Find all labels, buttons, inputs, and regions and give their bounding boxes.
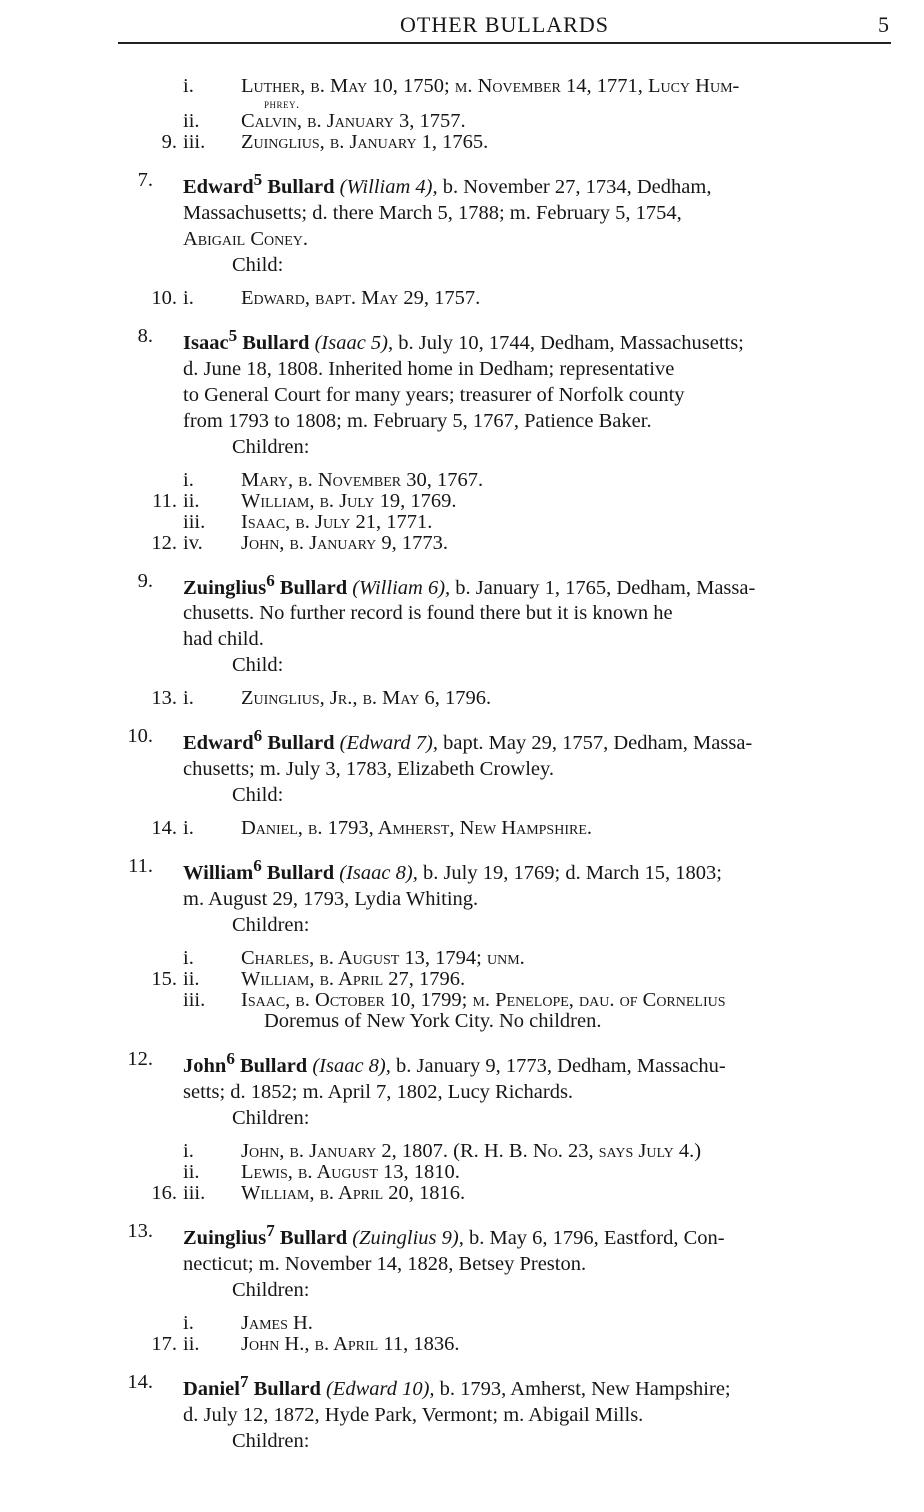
person-entry: 8. Isaac$^5$ Bullard (Isaac 5), b. July 10, 1744, Dedham, Massachusetts; d. June 18, 1808. Inherited home in Dedham; representative to General Court for many years; treasurer of Norfolk county from 1793 to 1808; m. February 5, 1767, Patience Baker. bbox=[183, 323, 889, 434]
entry-number: 14. bbox=[127, 1370, 153, 1393]
person-entry: 14. Daniel$^7$ Bullard (Edward 10), b. 1793, Amherst, New Hampshire; d. July 12, 1872, Hyde Park, Vermont; m. Abigail Mills. bbox=[183, 1369, 889, 1428]
child-entry: ii. Lewis, b. August 13, 1810. bbox=[183, 1160, 460, 1183]
child-entry-continuation: Doremus of New York City. No children. bbox=[264, 1010, 602, 1033]
entry-number: 12. bbox=[127, 1048, 153, 1071]
person-entry: 7. Edward$^5$ Bullard (William 4), b. November 27, 1734, Dedham, Massachusetts; d. there March 5, 1788; m. February 5, 1754, Abigail Coney. bbox=[183, 167, 889, 252]
person-entry: 9. Zuinglius$^6$ Bullard (William 6), b. January 1, 1765, Dedham, Massa- chusetts. No further record is found there but it is known he had child. bbox=[183, 568, 889, 653]
person-entry: 11. William$^6$ Bullard (Isaac 8), b. July 19, 1769; d. March 15, 1803; m. August 29, 1793, Lydia Whiting. bbox=[183, 853, 889, 912]
child-entry: ii. Calvin, b. January 3, 1757. bbox=[183, 110, 466, 132]
page-title: OTHER BULLARDS bbox=[400, 12, 609, 37]
children-label: Child: bbox=[232, 654, 284, 677]
children-label: Children: bbox=[232, 914, 310, 937]
child-entry: 12. iv. John, b. January 9, 1773. bbox=[151, 531, 448, 554]
person-entry: 13. Zuinglius$^7$ Bullard (Zuinglius 9), b. May 6, 1796, Eastford, Con- necticut; m. November 14, 1828, Betsey Preston. bbox=[183, 1218, 889, 1277]
child-entry: i. John, b. January 2, 1807. (R. H. B. No. 23, says July 4.) bbox=[183, 1139, 702, 1162]
children-label: Children: bbox=[232, 1429, 310, 1452]
children-label: Child: bbox=[232, 253, 284, 276]
child-entry: i. Mary, b. November 30, 1767. bbox=[183, 468, 484, 491]
entry-number: 10. bbox=[127, 725, 153, 748]
child-entry: iii. Isaac, b. October 10, 1799; m. Penelope, dau. of Cornelius bbox=[183, 989, 726, 1012]
child-entry: iii. Isaac, b. July 21, 1771. bbox=[183, 510, 433, 533]
child-entry: i. James H. bbox=[183, 1311, 313, 1334]
child-entry: 13. i. Zuinglius, Jr., b. May 6, 1796. bbox=[151, 687, 492, 710]
entry-number: 9. bbox=[137, 569, 153, 592]
child-entry: i. Luther, b. May 10, 1750; m. November 14, 1771, Lucy Hum- bbox=[183, 75, 740, 97]
children-label: Children: bbox=[232, 1278, 310, 1301]
entry-number: 8. bbox=[137, 324, 153, 347]
child-entry: i. Charles, b. August 13, 1794; unm. bbox=[183, 947, 525, 970]
entry-number: 13. bbox=[127, 1219, 153, 1242]
person-entry: 12. John$^6$ Bullard (Isaac 8), b. January 9, 1773, Dedham, Massachu- setts; d. 1852; m. April 7, 1802, Lucy Richards. bbox=[183, 1046, 889, 1105]
child-entry: 14. i. Daniel, b. 1793, Amherst, New Hampshire. bbox=[151, 817, 593, 840]
page-number: 5 bbox=[878, 12, 889, 37]
entry-number: 7. bbox=[137, 169, 153, 191]
children-label: Children: bbox=[232, 1106, 310, 1129]
child-entry: 17. ii. John H., b. April 11, 1836. bbox=[151, 1332, 460, 1355]
child-entry-continuation: phrey. bbox=[264, 96, 300, 111]
child-entry: 15. ii. William, b. April 27, 1796. bbox=[151, 968, 466, 991]
entry-number: 11. bbox=[128, 855, 153, 878]
child-entry: 9. iii. Zuinglius, b. January 1, 1765. bbox=[161, 131, 489, 153]
person-entry: 10. Edward$^6$ Bullard (Edward 7), bapt. May 29, 1757, Dedham, Massa- chusetts; m. July 3, 1783, Elizabeth Crowley. bbox=[183, 723, 889, 782]
genealogy-text bbox=[0, 76, 924, 1454]
running-header bbox=[118, 8, 891, 44]
children-label: Child: bbox=[232, 784, 284, 807]
children-label: Children: bbox=[232, 435, 310, 458]
child-entry: 16. iii. William, b. April 20, 1816. bbox=[151, 1181, 466, 1204]
child-entry: 11. ii. William, b. July 19, 1769. bbox=[152, 489, 457, 512]
child-entry: 10. i. Edward, bapt. May 29, 1757. bbox=[151, 286, 481, 309]
